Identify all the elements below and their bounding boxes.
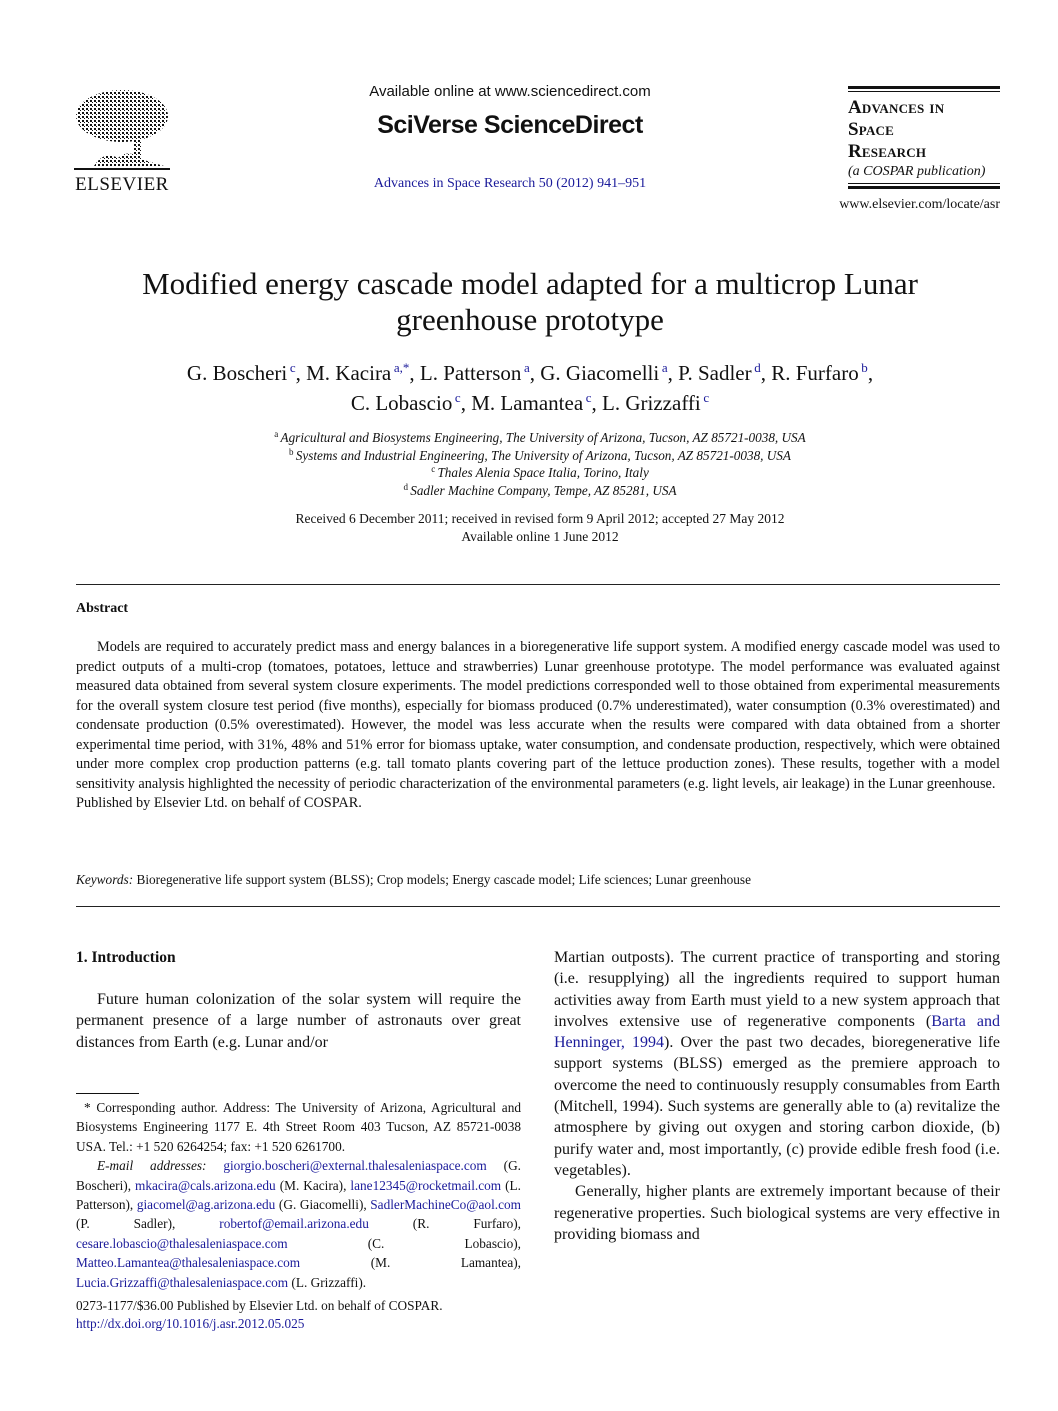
- affiliation-marker[interactable]: c: [700, 390, 710, 405]
- body-column-right: [554, 947, 1000, 1245]
- author-name: C. Lobascio: [350, 391, 453, 415]
- abstract-body: [76, 638, 1000, 814]
- corresponding-author-note: * Corresponding author. Address: The University of Arizona, Agricultural and Biosystems Engineering 1177 E. 4th Street Room 403 Tucson, AZ 85721-0038 USA. Tel.: +1 520 6264254; fax: +1 520 6261700.: [76, 1100, 521, 1154]
- affiliation-marker[interactable]: a: [521, 360, 530, 375]
- email-owner: (R. Furfaro),: [368, 1216, 521, 1232]
- author-name: R. Furfaro: [771, 361, 859, 385]
- journal-citation-link[interactable]: Advances in Space Research 50 (2012) 941–951: [373, 176, 647, 191]
- author-name: G. Boscheri: [186, 361, 288, 385]
- affiliation-c: [160, 464, 920, 482]
- reference-link-barta-henninger[interactable]: Barta and Henninger, 1994: [554, 1012, 1001, 1052]
- affiliation-text: Systems and Industrial Engineering, The University of Arizona, Tucson, AZ 85721-0038, USA: [295, 447, 791, 463]
- affiliation-marker[interactable]: c: [452, 390, 461, 405]
- affiliation-d: [160, 482, 920, 500]
- email-link[interactable]: cesare.lobascio@thalesaleniaspace.com: [76, 1235, 288, 1251]
- body-column-left: [76, 989, 521, 1053]
- affiliation-text: Sadler Machine Company, Tempe, AZ 85281, USA: [410, 482, 677, 498]
- affiliation-marker[interactable]: c: [583, 390, 592, 405]
- affiliation-a: [160, 429, 920, 447]
- section-heading-introduction: 1. Introduction: [76, 949, 176, 966]
- online-date: Available online 1 June 2012: [461, 528, 619, 544]
- email-link[interactable]: robertof@email.arizona.edu: [219, 1216, 369, 1232]
- email-owner: (L. Grizzaffi).: [288, 1274, 367, 1290]
- journal-subtitle: (a COSPAR publication): [848, 164, 986, 179]
- affiliation-marker[interactable]: a: [659, 360, 668, 375]
- affiliation-key: a: [274, 429, 281, 439]
- email-link[interactable]: Matteo.Lamantea@thalesaleniaspace.com: [76, 1255, 301, 1271]
- doi-link[interactable]: http://dx.doi.org/10.1016/j.asr.2012.05.025: [76, 1315, 305, 1331]
- author-name: P. Sadler: [678, 361, 752, 385]
- affiliation-text: Thales Alenia Space Italia, Torino, Italy: [437, 465, 649, 480]
- intro-paragraph-2: Generally, higher plants are extremely important because of their regenerative properties. Such biological systems are very effective in providing biomass and: [554, 1183, 1000, 1243]
- affiliation-marker[interactable]: b: [858, 360, 868, 375]
- email-link[interactable]: giorgio.boscheri@external.thalesaleniaspace.com: [223, 1158, 487, 1174]
- author-name: L. Patterson: [419, 361, 522, 385]
- author-name: L. Grizzaffi: [602, 391, 701, 415]
- email-owner: (G. Giacomelli),: [275, 1197, 371, 1213]
- elsevier-logo: [70, 84, 174, 194]
- masthead-rule-top: [848, 86, 1000, 89]
- email-link[interactable]: Lucia.Grizzaffi@thalesaleniaspace.com: [76, 1274, 289, 1290]
- affiliation-list: [160, 429, 920, 499]
- email-owner: (G. Boscheri),: [76, 1158, 521, 1193]
- affiliation-text: Agricultural and Biosystems Engineering, The University of Arizona, Tucson, AZ 85721-0038, USA: [280, 430, 806, 445]
- article-title: Modified energy cascade model adapted for a multicrop Lunar greenhouse prototype: [142, 266, 918, 337]
- issn-block: [76, 1297, 536, 1332]
- email-link[interactable]: lane12345@rocketmail.com: [350, 1177, 502, 1193]
- received-dates: Received 6 December 2011; received in revised form 9 April 2012; accepted 27 May 2012: [295, 511, 785, 526]
- keywords: [76, 872, 1000, 888]
- email-owner: (L. Patterson),: [76, 1177, 521, 1213]
- divider-top: [76, 584, 1000, 585]
- journal-masthead: [848, 86, 1000, 191]
- affiliation-key: b: [289, 446, 296, 457]
- email-owner: (P. Sadler),: [76, 1216, 220, 1232]
- footnote: [76, 1098, 521, 1292]
- affiliation-b: [160, 447, 920, 465]
- author-name: M. Lamantea: [471, 391, 584, 415]
- intro-paragraph-1-continued: [554, 947, 1000, 1181]
- email-owner: (C. Lobascio),: [287, 1235, 521, 1251]
- affiliation-key: c: [431, 464, 438, 474]
- issn-line: 0273-1177/$36.00 Published by Elsevier Ltd. on behalf of COSPAR.: [76, 1298, 443, 1313]
- email-link[interactable]: mkacira@cals.arizona.edu: [135, 1177, 276, 1193]
- email-link[interactable]: SadlerMachineCo@aol.com: [370, 1197, 521, 1213]
- abstract-text: Models are required to accurately predict mass and energy balances in a bioregenerative life support system. A modified energy cascade model was used to predict outputs of a multi-crop (tomatoes, potatoes, lettuce and strawberries) Lunar greenhouse prototype. The model performance was evaluated against measured data obtained from several system closure experiments. The model predictions corresponded well to those obtained from experimental measurements for the overall system closure test period (five months), especially for biomass produced (0.7% underestimated), water consumption (0.3% overestimated) and condensate production (0.5% overestimated). However, the model was less accurate when the results were compared with data obtained from a shorter experimental time period, with 31%, 48% and 51% error for biomass uptake, water consumption, and condensate production, respectively, which were obtained under more complex crop production patterns (e.g. tall tomato plants covering part of the lettuce production zones). These results, together with a model sensitivity analysis highlighted the necessity of periodic characterization of the environmental parameters (e.g. light levels, air leakage) in the Lunar greenhouse.: [76, 639, 1000, 792]
- footnote-rule: [76, 1093, 139, 1094]
- author-name: G. Giacomelli: [540, 361, 660, 385]
- keywords-text: Bioregenerative life support system (BLSS); Crop models; Energy cascade model; Life sciences; Lunar greenhouse: [136, 872, 752, 887]
- intro-text: ). Over the past two decades, bioregenerative life support systems (BLSS) emerged as the premiere approach to overcome the need to continuously resupply consumables from Earth (Mitchell, 1994). Such systems are generally able to (a) revitalize the atmosphere by giving out oxygen and storing carbon dioxide, (b) purify water and, most importantly, (c) provide edible fresh food (i.e. vegetables).: [554, 1034, 1001, 1179]
- intro-text: Martian outposts). The current practice of transporting and storing (i.e. resupplying) all the ingredients required to support human activities away from Earth must yield to a new system approach that involves extensive use of regenerative components (: [554, 949, 1000, 1030]
- intro-paragraph-1: Future human colonization of the solar system will require the permanent presence of a large number of astronauts over great distances from Earth (e.g. Lunar and/or: [76, 991, 521, 1051]
- available-online-text: Available online at www.sciencedirect.com: [369, 83, 651, 100]
- masthead-rule-bottom: [848, 186, 1000, 189]
- masthead-rule-bottom-thin: [848, 183, 1000, 184]
- affiliation-marker[interactable]: d: [751, 360, 761, 375]
- email-owner: (M. Kacira),: [275, 1177, 351, 1193]
- email-owner: (M. Lamantea),: [300, 1255, 521, 1271]
- elsevier-wordmark: ELSEVIER: [75, 174, 169, 195]
- keywords-label: Keywords:: [76, 872, 134, 887]
- abstract-published-by: Published by Elsevier Ltd. on behalf of COSPAR.: [76, 795, 362, 811]
- affiliation-key: d: [403, 481, 411, 492]
- elsevier-tree-icon: [74, 88, 170, 174]
- email-label: E-mail addresses:: [97, 1158, 207, 1174]
- sciencedirect-logo: SciVerse ScienceDirect: [377, 111, 643, 139]
- journal-title-line1: Advances in: [848, 97, 945, 118]
- masthead-rule-top-thin: [848, 91, 1000, 92]
- divider-bottom: [76, 906, 1000, 907]
- affiliation-marker[interactable]: c: [287, 360, 296, 375]
- email-link[interactable]: giacomel@ag.arizona.edu: [136, 1197, 276, 1213]
- journal-title-line3: Research: [848, 141, 927, 162]
- journal-url[interactable]: www.elsevier.com/locate/asr: [839, 197, 1000, 212]
- author-list: G. Boscheri $^c$, M. Kacira $^{a,*}$, L. Patterson $^a$, G. Giacomelli $^a$, P. Sadler $^d$, R. Furfaro $^b$, C. Lobascio $^c$, M. Lamantea $^c$, L. Grizzaffi $^c$: [186, 360, 874, 415]
- affiliation-marker[interactable]: a,*: [391, 360, 410, 375]
- abstract-heading: Abstract: [76, 601, 129, 616]
- article-dates: [160, 510, 920, 545]
- journal-title-line2: Space: [848, 119, 894, 140]
- email-addresses: [76, 1156, 521, 1292]
- author-name: M. Kacira: [306, 361, 392, 385]
